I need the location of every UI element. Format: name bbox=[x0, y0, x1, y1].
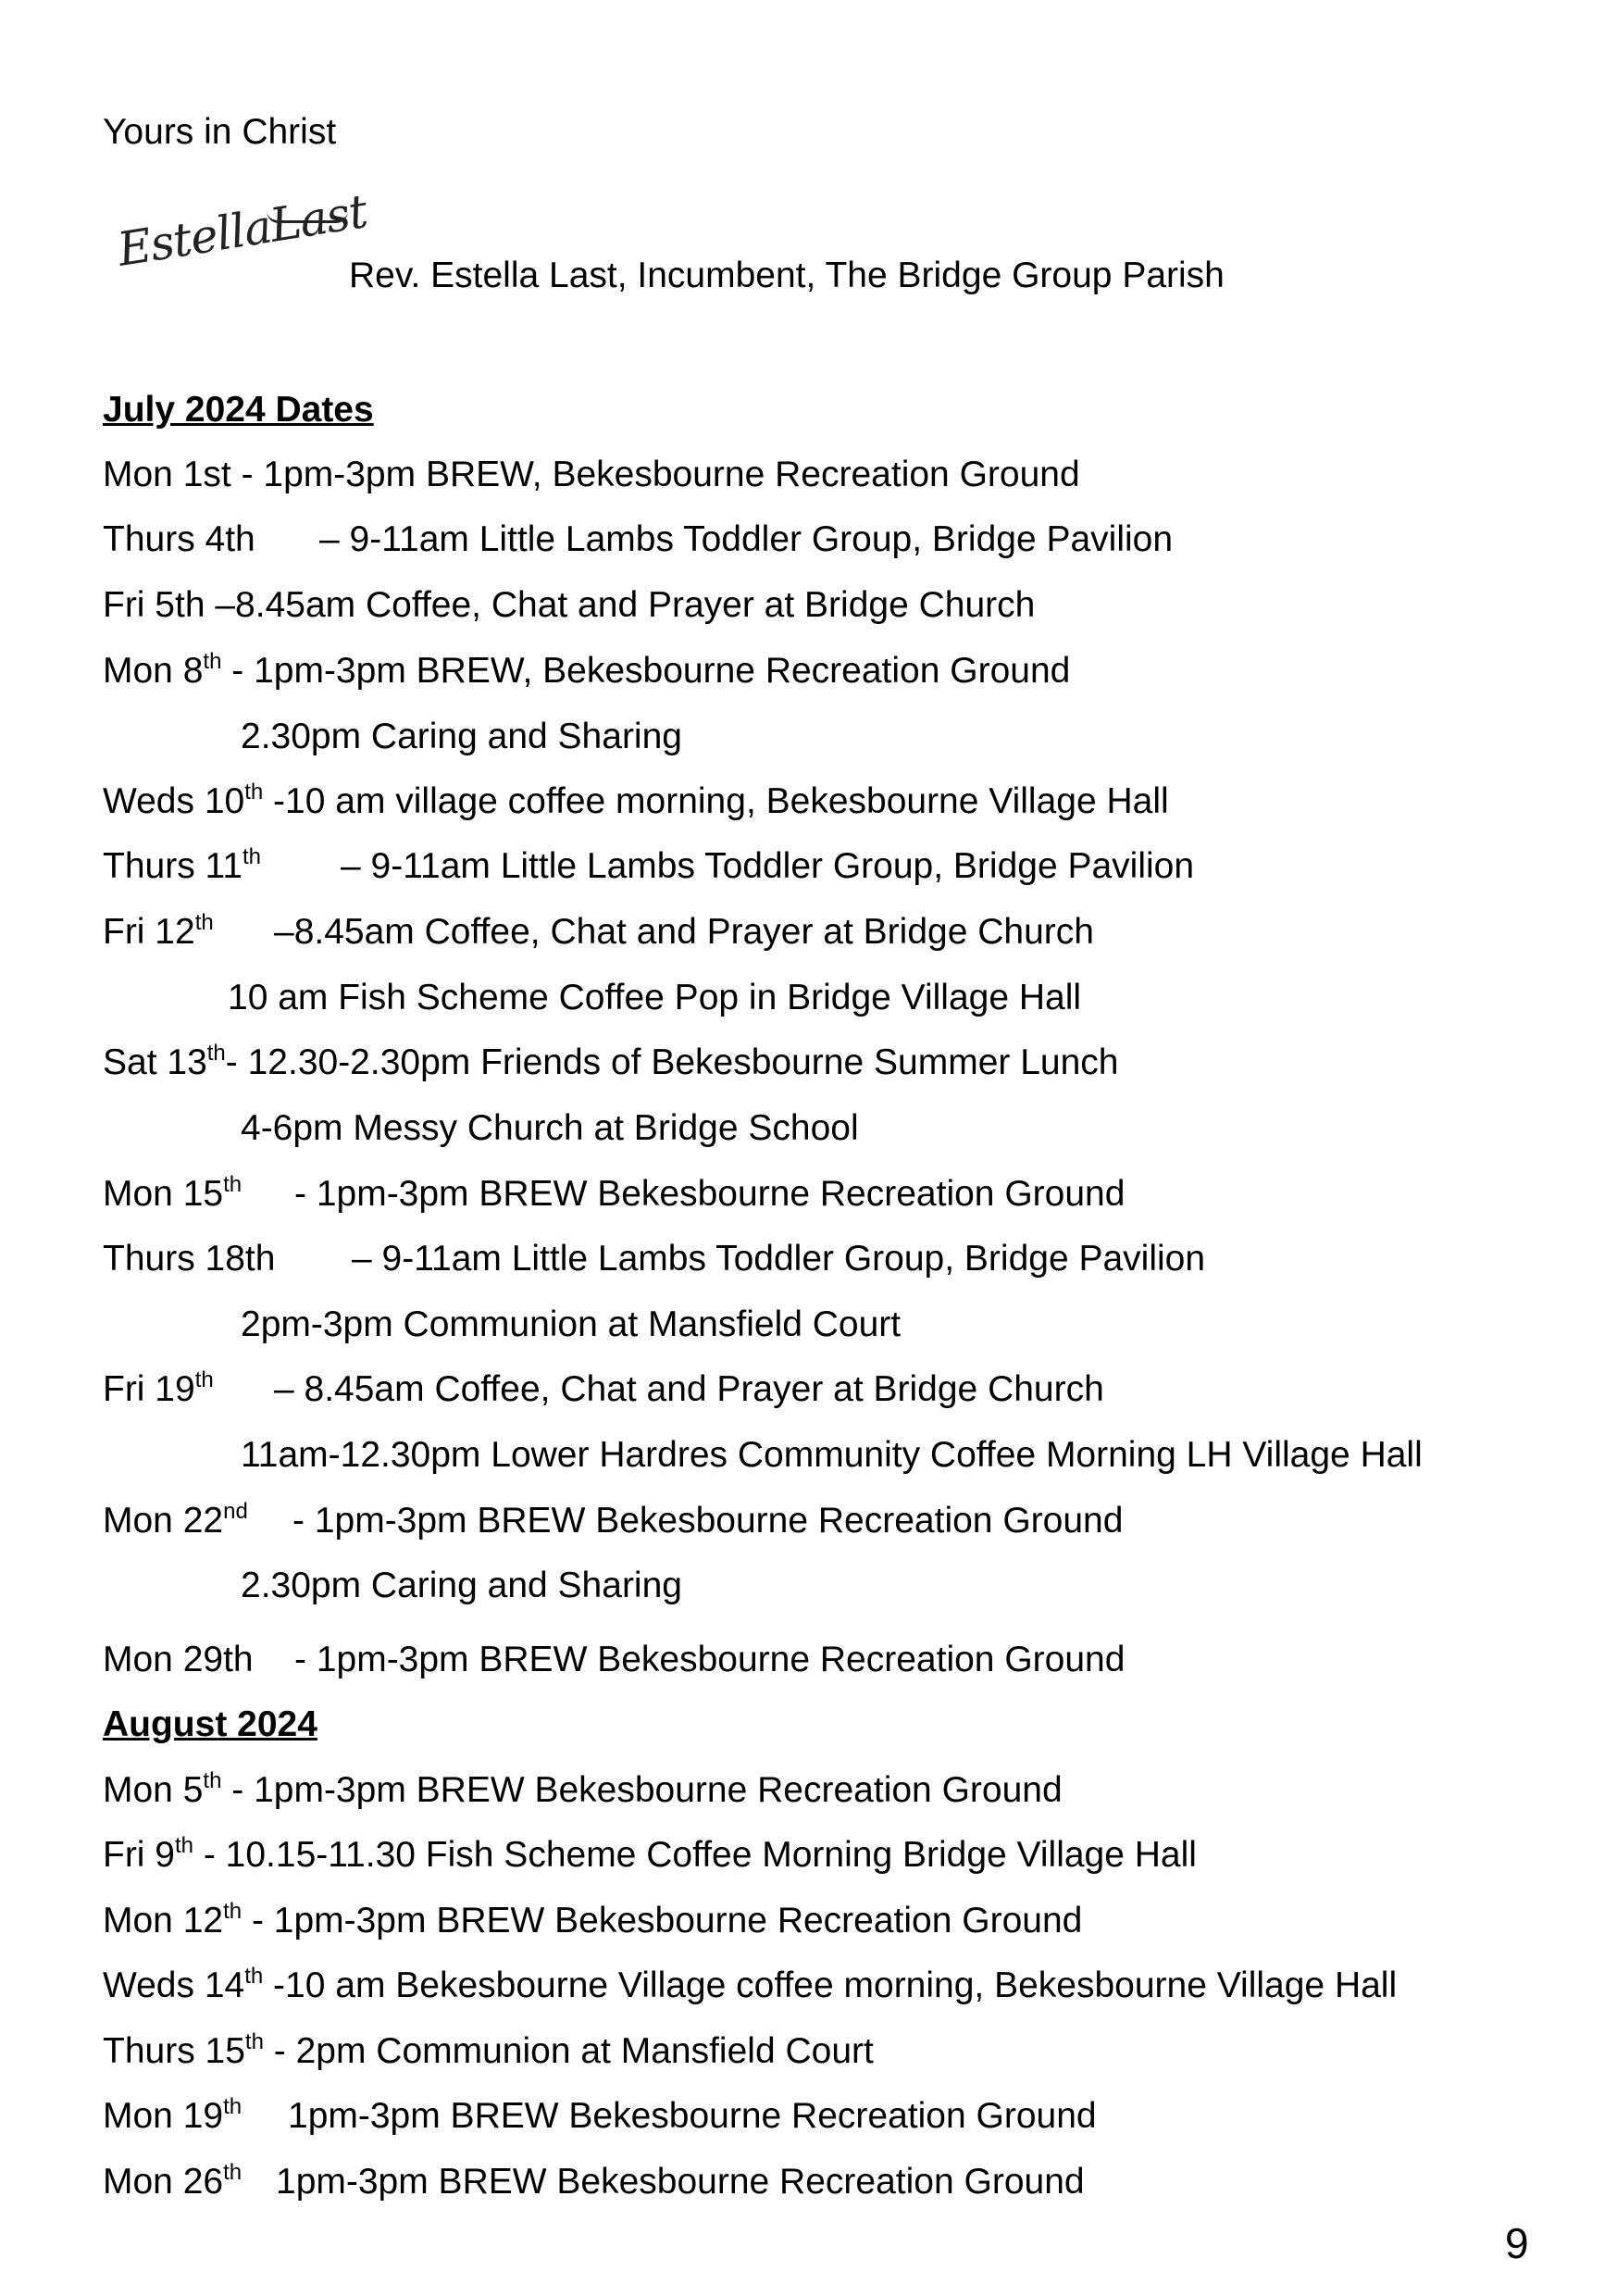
day-suffix: th bbox=[244, 2029, 264, 2054]
event-day bbox=[103, 779, 263, 825]
event-row bbox=[103, 1498, 1123, 1544]
event-row bbox=[103, 909, 1094, 955]
event-text: –8.45am Coffee, Chat and Prayer at Bridge Church bbox=[205, 585, 1036, 625]
event-day: Mon 1st bbox=[103, 455, 231, 494]
event-text: - 1pm-3pm BREW, Bekesbourne Recreation Ground bbox=[221, 651, 1071, 691]
event-text: – 9-11am Little Lambs Toddler Group, Bridge Pavilion bbox=[341, 846, 1195, 886]
event-text: – 9-11am Little Lambs Toddler Group, Bridge Pavilion bbox=[319, 519, 1174, 559]
event-day bbox=[103, 1898, 242, 1944]
event-text: - 1pm-3pm BREW Bekesbourne Recreation Ground bbox=[221, 1770, 1063, 1810]
day-label: Thurs 11 bbox=[103, 846, 243, 886]
august-heading: August 2024 bbox=[103, 1704, 317, 1744]
day-suffix: th bbox=[244, 1964, 264, 1989]
event-day bbox=[103, 2028, 264, 2075]
day-label: Mon 15 bbox=[103, 1174, 224, 1214]
event-day: Mon 29th bbox=[103, 1640, 254, 1679]
event-text: - 1pm-3pm BREW Bekesbourne Recreation Ground bbox=[294, 1640, 1126, 1679]
event-day bbox=[103, 909, 274, 955]
event-text: - 1pm-3pm BREW, Bekesbourne Recreation Ground bbox=[230, 455, 1080, 494]
event-day bbox=[103, 1040, 226, 1086]
july-heading: July 2024 Dates bbox=[103, 390, 374, 430]
signature-script: EstellaLast bbox=[114, 184, 371, 277]
event-row-continued: 2.30pm Caring and Sharing bbox=[241, 717, 682, 756]
day-suffix: th bbox=[243, 844, 262, 869]
event-row bbox=[103, 2093, 1097, 2140]
day-label: Sat 13 bbox=[103, 1042, 207, 1082]
event-text: - 1pm-3pm BREW Bekesbourne Recreation Ground bbox=[294, 1174, 1126, 1214]
event-text: 1pm-3pm BREW Bekesbourne Recreation Ground bbox=[276, 2162, 1085, 2202]
event-text: - 12.30-2.30pm Friends of Bekesbourne Summer Lunch bbox=[225, 1042, 1119, 1082]
day-label: Thurs 15 bbox=[103, 2031, 245, 2071]
event-day bbox=[103, 648, 221, 694]
event-day bbox=[103, 1171, 294, 1217]
event-row bbox=[103, 2159, 1085, 2205]
event-text: 1pm-3pm BREW Bekesbourne Recreation Ground bbox=[288, 2096, 1097, 2136]
event-day bbox=[103, 1767, 221, 1814]
event-row bbox=[103, 1040, 1118, 1086]
day-suffix: th bbox=[223, 1899, 243, 1924]
day-suffix: th bbox=[223, 1172, 243, 1197]
day-label: Weds 10 bbox=[103, 781, 245, 821]
event-row bbox=[103, 648, 1070, 694]
day-label: Mon 5 bbox=[103, 1770, 204, 1810]
event-text: -10 am village coffee morning, Bekesbourne Village Hall bbox=[263, 781, 1169, 821]
event-day bbox=[103, 1498, 292, 1544]
event-day bbox=[103, 1832, 193, 1878]
event-day: Fri 5th bbox=[103, 585, 205, 625]
event-text: -10 am Bekesbourne Village coffee morning, Bekesbourne Village Hall bbox=[263, 1965, 1398, 2005]
event-row bbox=[103, 582, 1035, 629]
day-suffix: th bbox=[206, 1041, 226, 1066]
event-row bbox=[103, 779, 1169, 825]
day-suffix: th bbox=[223, 2094, 243, 2119]
event-text: – 8.45am Coffee, Chat and Prayer at Bridge Church bbox=[274, 1369, 1104, 1409]
day-suffix: th bbox=[194, 1367, 214, 1392]
event-row bbox=[103, 517, 1173, 563]
event-text: - 1pm-3pm BREW Bekesbourne Recreation Ground bbox=[292, 1501, 1124, 1541]
event-row-continued: 2.30pm Caring and Sharing bbox=[241, 1566, 682, 1605]
event-row bbox=[103, 1767, 1063, 1814]
day-suffix: th bbox=[203, 1768, 222, 1793]
signature-flourish bbox=[267, 211, 348, 223]
page-number: 9 bbox=[1505, 2219, 1529, 2267]
event-day bbox=[103, 2093, 288, 2140]
signoff-line: Rev. Estella Last, Incumbent, The Bridge Group Parish bbox=[349, 256, 1225, 295]
event-row bbox=[103, 1963, 1397, 2009]
event-row-continued: 4-6pm Messy Church at Bridge School bbox=[241, 1108, 859, 1148]
event-text: - 2pm Communion at Mansfield Court bbox=[263, 2031, 874, 2071]
day-suffix: th bbox=[194, 910, 214, 935]
event-day: Thurs 4th bbox=[103, 519, 255, 559]
event-row bbox=[103, 2028, 874, 2075]
closing-line: Yours in Christ bbox=[103, 112, 337, 152]
day-label: Fri 19 bbox=[103, 1369, 195, 1409]
day-suffix: th bbox=[203, 649, 222, 674]
event-row bbox=[103, 1637, 1125, 1683]
day-label: Mon 12 bbox=[103, 1901, 224, 1940]
event-text: - 1pm-3pm BREW Bekesbourne Recreation Ground bbox=[242, 1901, 1083, 1940]
event-day: Thurs 18th bbox=[103, 1239, 276, 1279]
day-label: Mon 22 bbox=[103, 1501, 224, 1541]
event-row bbox=[103, 1366, 1104, 1413]
event-row bbox=[103, 1236, 1205, 1282]
day-label: Mon 8 bbox=[103, 651, 204, 691]
event-row bbox=[103, 1171, 1125, 1217]
event-text: –8.45am Coffee, Chat and Prayer at Bridge Church bbox=[274, 912, 1094, 952]
day-label: Mon 26 bbox=[103, 2162, 224, 2202]
day-label: Fri 12 bbox=[103, 912, 195, 952]
event-row-continued: 11am-12.30pm Lower Hardres Community Coffee Morning LH Village Hall bbox=[241, 1435, 1423, 1475]
signature-image bbox=[109, 183, 371, 285]
day-suffix: nd bbox=[223, 1499, 248, 1524]
day-label: Weds 14 bbox=[103, 1965, 245, 2005]
event-day bbox=[103, 1963, 263, 2009]
event-row bbox=[103, 452, 1080, 498]
day-suffix: th bbox=[223, 2160, 243, 2185]
event-text: - 10.15-11.30 Fish Scheme Coffee Morning Bridge Village Hall bbox=[193, 1835, 1197, 1875]
event-row-continued: 10 am Fish Scheme Coffee Pop in Bridge Village Hall bbox=[228, 978, 1082, 1017]
event-row bbox=[103, 1832, 1197, 1878]
event-day bbox=[103, 2159, 276, 2205]
event-text: – 9-11am Little Lambs Toddler Group, Bridge Pavilion bbox=[352, 1239, 1206, 1279]
event-row bbox=[103, 843, 1194, 890]
day-label: Fri 9 bbox=[103, 1835, 175, 1875]
event-day bbox=[103, 843, 341, 890]
event-row bbox=[103, 1898, 1082, 1944]
event-row-continued: 2pm-3pm Communion at Mansfield Court bbox=[241, 1304, 902, 1344]
day-suffix: th bbox=[175, 1833, 194, 1858]
event-day bbox=[103, 1366, 274, 1413]
day-suffix: th bbox=[244, 780, 264, 805]
day-label: Mon 19 bbox=[103, 2096, 224, 2136]
